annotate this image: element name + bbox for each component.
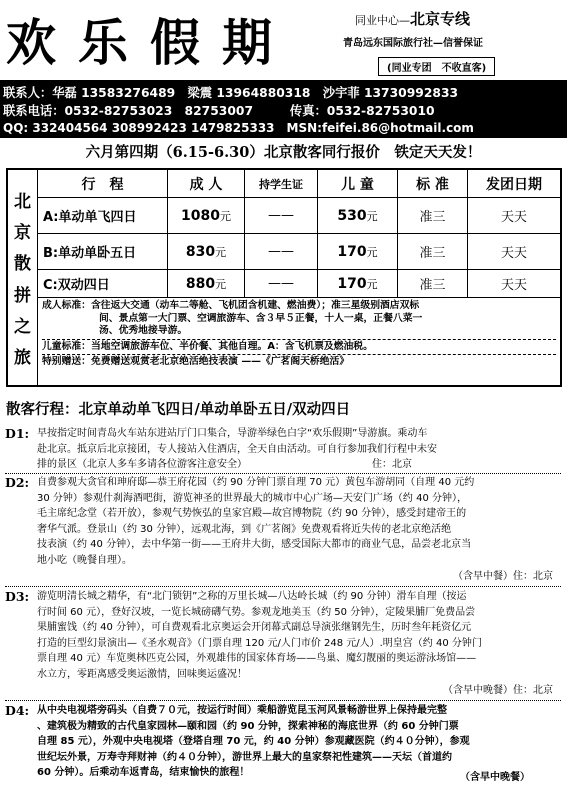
vertical-char: 旅 <box>14 347 31 368</box>
header-standard: 标 准 <box>398 170 468 197</box>
price-unit: 元 <box>366 209 378 223</box>
divider <box>5 473 561 474</box>
student-cell: —— <box>245 270 318 297</box>
day-line: 自理 85 元），外观中央电视塔（登塔自理 70 元，约 40 分钟）参观藏医院（约４０分钟），参观 <box>37 736 470 748</box>
child-price: 170 <box>337 275 367 292</box>
day-label: D3: <box>5 589 30 604</box>
day-meal-note: （含早中晚餐）住：北京 <box>443 684 553 696</box>
special-gift-note: 特别赠送：免费赠送观赏老北京绝活绝技表演 ——《广茗阁天桥绝活》 <box>42 354 556 369</box>
day-text <box>37 475 561 584</box>
day-label: D2: <box>5 475 30 490</box>
route-cell: A:单动单飞四日 <box>38 198 168 233</box>
day-line: 果脯蜜饯（约 40 分钟），可自费观看北京奥运会开闭幕式副总导演张继钢先生，历时叁年耗资亿元 <box>37 622 472 634</box>
day-line: 打造的巨型幻景演出—《圣水观音》（门票自理 120 元/人门市价 248 元/人）.明皇宫（约 40 分钟门 <box>37 637 482 649</box>
price-notes <box>38 298 560 385</box>
price-unit: 元 <box>219 209 231 223</box>
divider <box>5 700 561 701</box>
day-line: 奢华气派。登景山（约 30 分钟），远观北海，到《广茗阁》免费观看将近失传的老北京绝活绝 <box>37 523 452 535</box>
day-line: 早按指定时间青岛火车站东进站厅门口集合，导游举绿色白字“欢乐假期”导游旗。乘动车 <box>37 428 428 439</box>
day-line: 毛主席纪念堂（若开放），参观气势恢弘的皇家宫殿—故宫博物院（约 90 分钟），感受封建帝王的 <box>37 508 467 520</box>
adult-price-cell <box>168 234 245 269</box>
day-block <box>5 426 561 473</box>
header-departure: 发团日期 <box>486 176 542 193</box>
day-line: 赴北京。抵京后北京接团，专人接站入住酒店，全天自由活动。可自行参加我们行程中未安 <box>37 443 437 455</box>
day-line: 世纪坛外景，万寿寺拜财神（约４０分钟），游世界上最大的皇家祭祀性建筑——天坛（首道约 <box>37 751 452 763</box>
contact-band <box>0 80 567 138</box>
adult-price: 830 <box>185 243 216 260</box>
standard-cell: 准三 <box>398 234 468 269</box>
day-line: 从中央电视塔旁码头（自费７０元，按运行时间）乘船游览昆玉河风景畅游世界上保持最完整 <box>37 705 447 716</box>
child-price-cell <box>318 270 398 297</box>
price-unit: 元 <box>366 277 378 291</box>
departure-cell: 天天 <box>500 246 527 261</box>
day-line: 行时间 60 元），登好汉坡，一览长城磅礴气势。参观龙地美玉（约 50 分钟），定陵果脯厂免费品尝 <box>37 606 476 618</box>
day-line: 30 分钟）参观什刹海酒吧街，游览神圣的世界最大的城市中心广场—天安门广场（约 40 分钟）， <box>37 492 467 504</box>
table-row <box>38 234 560 270</box>
price-unit: 元 <box>215 277 227 291</box>
child-price: 530 <box>337 207 367 224</box>
day-line: 水立方，零距离感受奥运激情，回味奥运盛况！ <box>37 668 247 680</box>
child-price: 170 <box>337 243 367 260</box>
price-unit: 元 <box>366 245 378 259</box>
day-line: 票自理 40 元）车览奥林匹克公园，外观雄伟的国家体育场——鸟巢、魔幻靓丽的奥运游泳场馆—— <box>37 653 477 665</box>
day-line: 游览明清长城之精华，有“北门锁钥”之称的万里长城—八达岭长城（约 90 分钟）滑车自理（按运 <box>37 591 467 602</box>
route-cell: B:单动单卧五日 <box>38 234 168 269</box>
child-standard-note: 儿童标准：当地空调旅游车位、半价餐、其他自理。A：含飞机票及燃油税。 <box>42 339 556 354</box>
header-adult: 成 人 <box>168 170 245 197</box>
adult-price: 1080 <box>181 207 220 224</box>
agency-note: (同业专团 不收直客) <box>378 57 495 76</box>
table-row <box>38 198 560 234</box>
day-text <box>37 589 561 698</box>
price-table <box>6 168 562 387</box>
day-line: 自费参观大贪官和珅府邸—恭王府花园（约 90 分钟门票自理 70 元）黄包车游胡同（自理 40 元约 <box>37 477 475 488</box>
adult-price: 880 <box>185 275 216 292</box>
table-vertical-title <box>8 170 38 385</box>
vertical-char: 之 <box>14 316 31 337</box>
vertical-char: 散 <box>14 254 31 275</box>
standard-cell: 准三 <box>398 198 468 233</box>
day-line: 地小吃（晚餐自理）。 <box>37 554 132 566</box>
agency-tagline <box>355 8 470 29</box>
day-line: 排的景区（北京人多车多请各位游客注意安全） 住：北京 <box>37 459 412 471</box>
day-block <box>5 475 561 584</box>
header-student: 持学生证 <box>245 170 318 197</box>
day-meal-note: （含早中晚餐） <box>460 772 530 783</box>
header-route: 行 程 <box>38 170 168 197</box>
brand-logo: 欢乐假期 <box>6 13 294 72</box>
day-meal-note: （含早中餐）住：北京 <box>453 570 553 582</box>
day-label: D1: <box>5 426 30 441</box>
child-price-cell <box>318 234 398 269</box>
adult-standard-note: 间、景点第一大门票、空调旅游车、含３早５正餐，十人一桌，正餐八菜一 <box>99 312 423 324</box>
day-label: D4: <box>5 703 30 718</box>
adult-price-cell <box>168 270 245 297</box>
agency-name: 青岛远东国际旅行社—信誉保证 <box>343 38 483 49</box>
table-header-row <box>38 170 560 198</box>
route-cell: C:双动四日 <box>38 270 168 297</box>
student-cell: —— <box>245 198 318 233</box>
agency-tagline-strong: 北京专线 <box>410 10 471 28</box>
price-unit: 元 <box>215 245 227 259</box>
student-cell: —— <box>245 234 318 269</box>
departure-cell: 天天 <box>500 278 527 293</box>
day-text <box>37 426 561 473</box>
adult-standard-note: 汤、优秀地接导游。 <box>99 325 188 337</box>
day-line: 60 分钟）。后乘动车返青岛，结束愉快的旅程！ <box>37 767 250 779</box>
child-price-cell <box>318 198 398 233</box>
vertical-char: 京 <box>14 223 31 244</box>
departure-cell: 天天 <box>500 210 527 225</box>
contact-phones: 联系电话：0532-82753023 82753007 传真：0532-82753010 <box>3 104 435 118</box>
adult-price-cell <box>168 198 245 233</box>
day-line: 技表演（约 40 分钟），去中华第一街——王府井大街，感受国际大都市的商业气息，品尝老北京当 <box>37 539 472 551</box>
standard-cell: 准三 <box>398 270 468 297</box>
vertical-char: 拼 <box>14 285 31 306</box>
day-block <box>5 589 561 698</box>
adult-standard-note: 成人标准：含往返大交通（动车二等舱、飞机团含机建、燃油费）；准三星级别酒店双标 <box>42 300 420 311</box>
vertical-char: 北 <box>14 192 31 213</box>
agency-tagline-prefix: 同业中心— <box>355 14 410 27</box>
table-row <box>38 270 560 298</box>
day-line: 、建筑极为精致的古代皇家园林—颐和园（约 90 分钟，探索神秘的海底世界（约 60 分钟门票 <box>37 720 459 732</box>
divider <box>5 586 561 587</box>
period-title: 六月第四期（6.15-6.30）北京散客同行报价 铁定天天发！ <box>85 144 482 161</box>
header-child: 儿 童 <box>318 170 398 197</box>
contact-online: QQ: 332404564 308992423 1479825333 MSN:feifei.86@hotmail.com <box>3 121 474 135</box>
itinerary-title: 散客行程：北京单动单飞四日/单动单卧五日/双动四日 <box>6 401 351 418</box>
contact-persons: 联系人：华磊 13583276489 梁震 13964880318 沙宇菲 13730992833 <box>3 86 459 100</box>
